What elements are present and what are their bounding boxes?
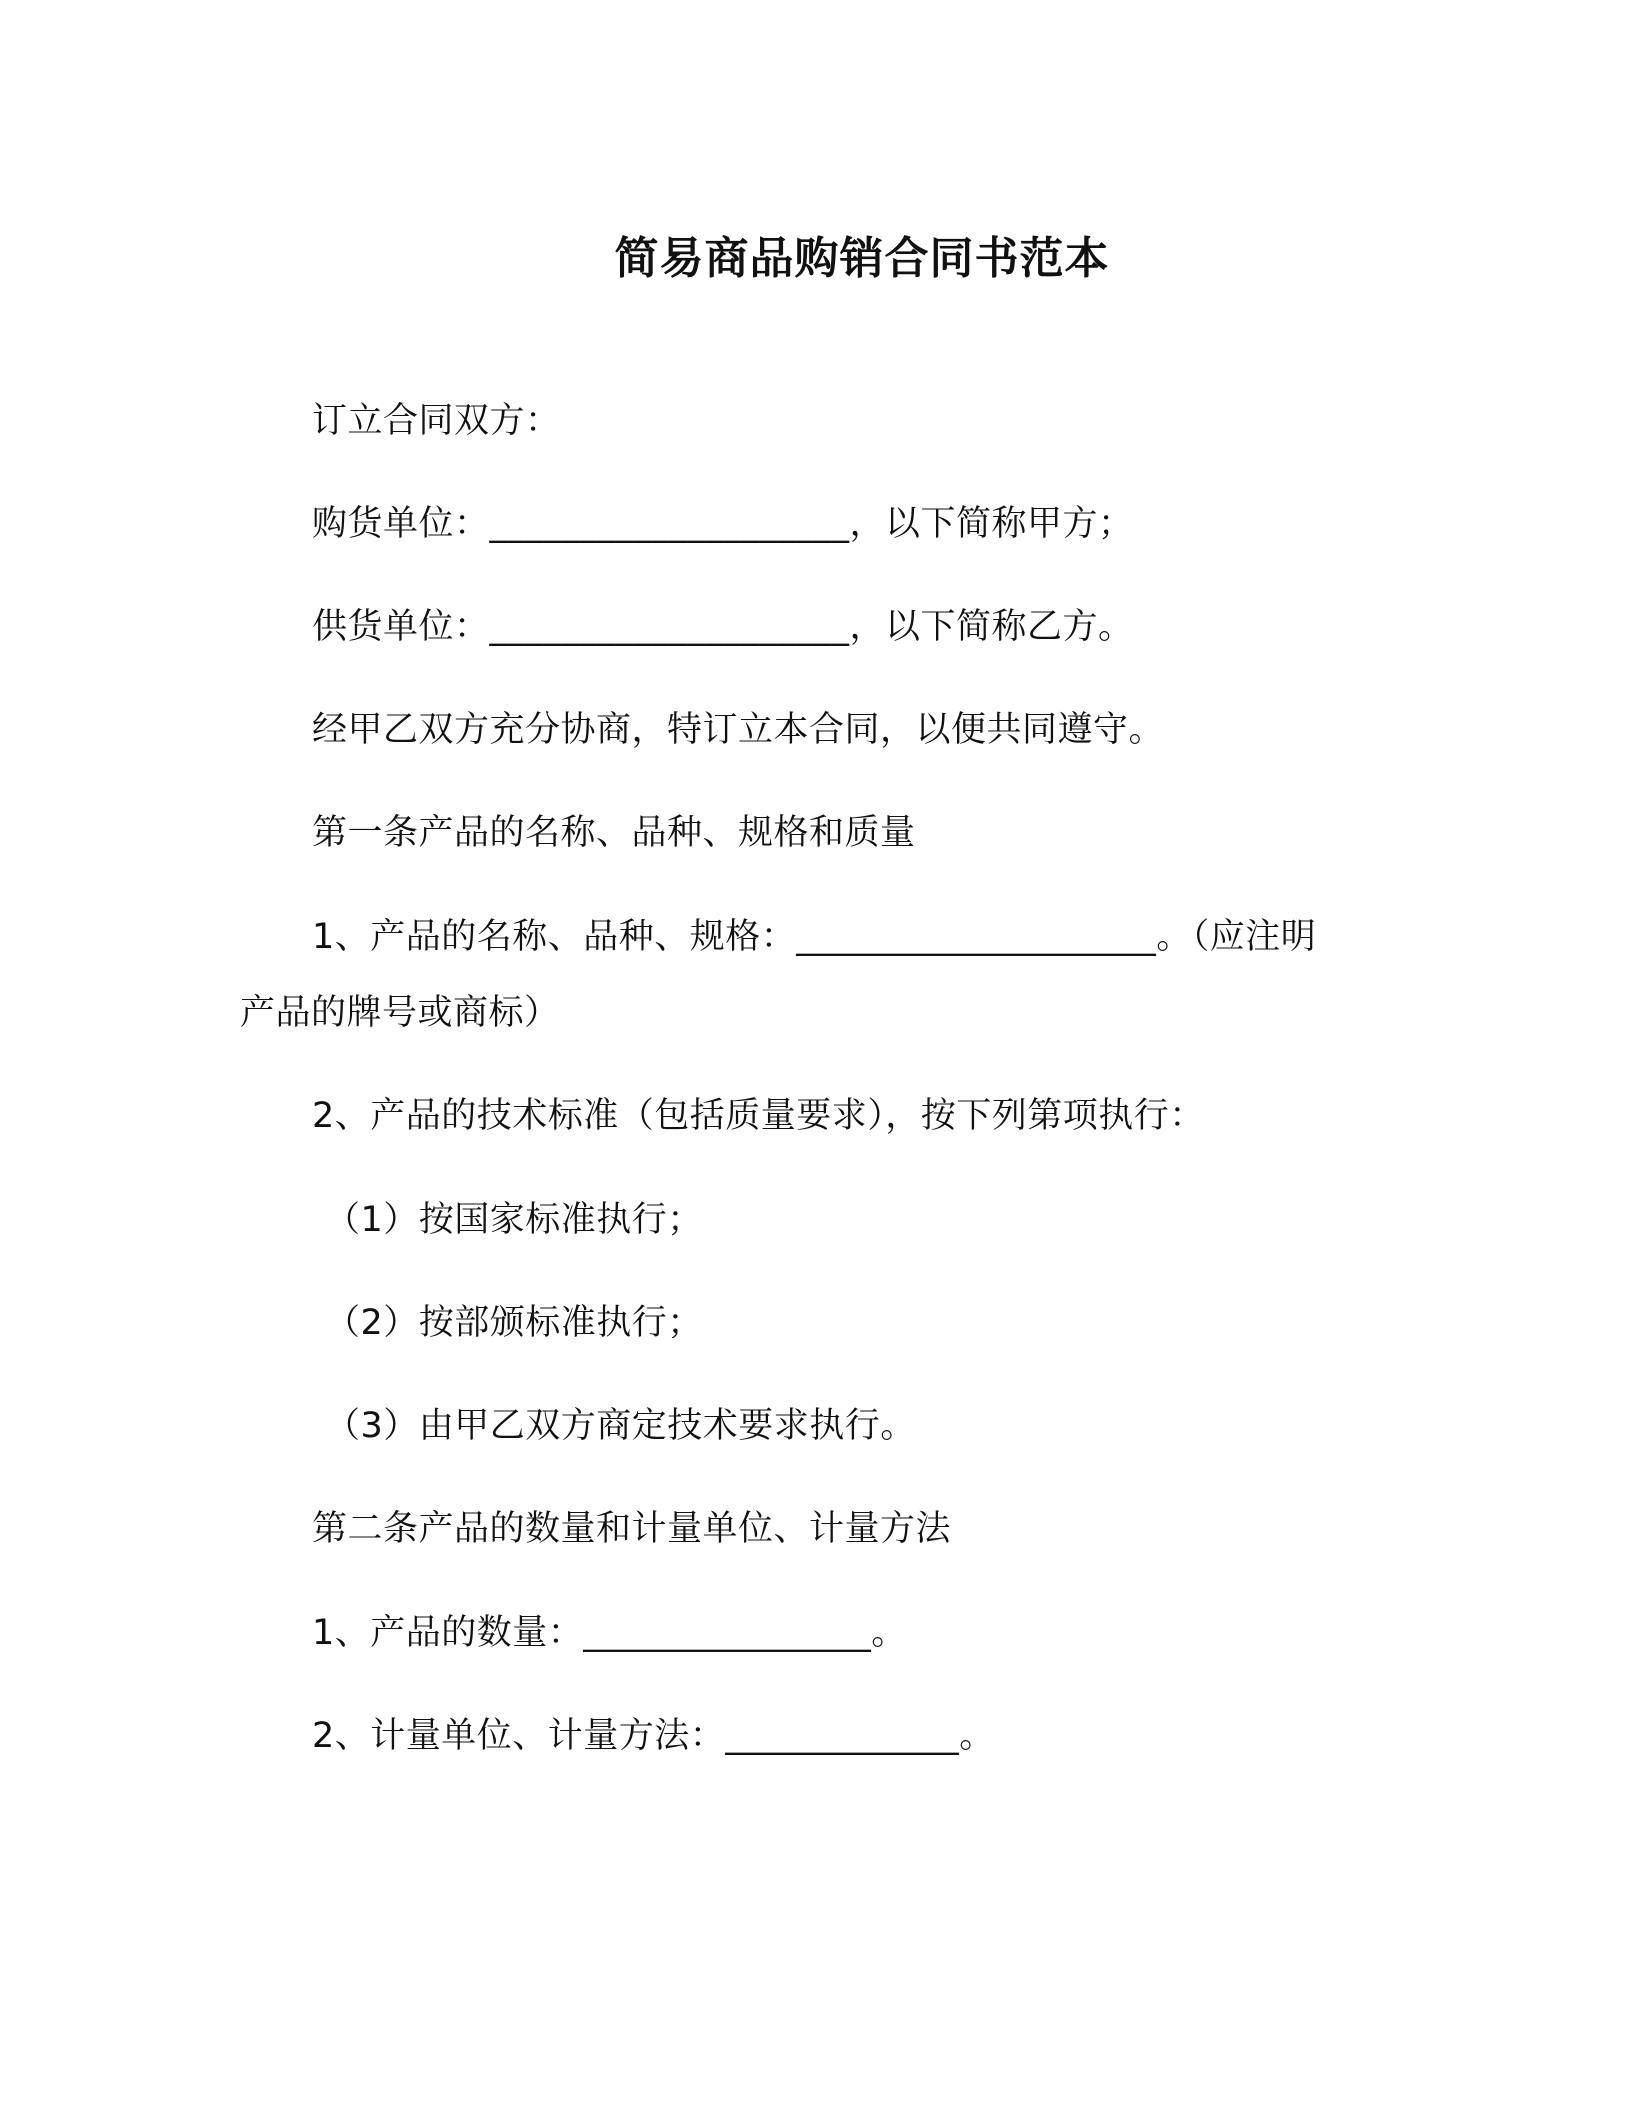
supplier-line: 供货单位：____________________，以下简称乙方。 xyxy=(312,607,1134,647)
clause-2-2: 2、计量单位、计量方法：_____________。 xyxy=(312,1716,995,1756)
clause-2-1: 1、产品的数量：________________。 xyxy=(312,1613,907,1653)
parties-heading: 订立合同双方： xyxy=(312,401,561,441)
article-one-heading: 第一条产品的名称、品种、规格和质量 xyxy=(312,813,916,853)
clause-1-2-option-1: （1）按国家标准执行； xyxy=(325,1200,703,1240)
agreement-statement: 经甲乙双方充分协商，特订立本合同，以便共同遵守。 xyxy=(312,710,1165,750)
clause-1-2-option-3: （3）由甲乙双方商定技术要求执行。 xyxy=(325,1406,916,1446)
clause-1-1: 1、产品的名称、品种、规格：____________________。（应注明 xyxy=(312,917,1317,957)
clause-1-2-option-2: （2）按部颁标准执行； xyxy=(325,1303,703,1343)
buyer-line: 购货单位：____________________，以下简称甲方； xyxy=(312,504,1134,544)
clause-1-2: 2、产品的技术标准（包括质量要求），按下列第项执行： xyxy=(312,1096,1205,1136)
clause-1-1-continuation: 产品的牌号或商标） xyxy=(240,993,560,1033)
article-two-heading: 第二条产品的数量和计量单位、计量方法 xyxy=(312,1509,952,1549)
document-title: 简易商品购销合同书范本 xyxy=(614,233,1110,284)
